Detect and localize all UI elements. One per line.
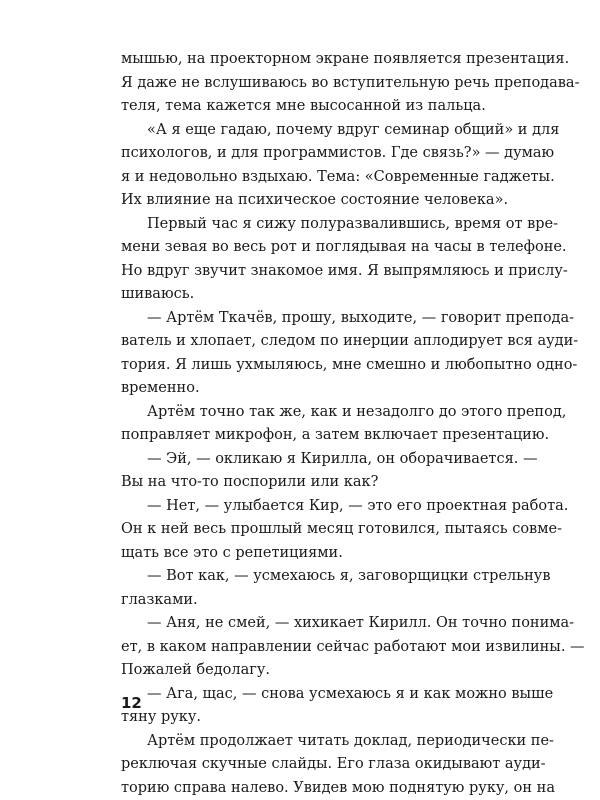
text-line: Артём продолжает читать доклад, периодически пе- bbox=[121, 730, 501, 754]
text-line: реключая скучные слайды. Его глаза окидывают ауди- bbox=[121, 753, 501, 777]
text-line: Их влияние на психическое состояние человека». bbox=[121, 189, 501, 213]
text-line: Он к ней весь прошлый месяц готовился, пытаясь совме- bbox=[121, 518, 501, 542]
text-line: Пожалей бедолагу. bbox=[121, 659, 501, 683]
text-line: мени зевая во весь рот и поглядывая на часы в телефоне. bbox=[121, 236, 501, 260]
text-line: временно. bbox=[121, 377, 501, 401]
text-line: глазками. bbox=[121, 589, 501, 613]
page-number: 12 bbox=[121, 694, 142, 712]
text-line: — Вот как, — усмехаюсь я, заговорщицки стрельнув bbox=[121, 565, 501, 589]
text-line: — Артём Ткачёв, прошу, выходите, — говорит препода- bbox=[121, 307, 501, 331]
text-line: тяну руку. bbox=[121, 706, 501, 730]
text-line: — Аня, не смей, — хихикает Кирилл. Он точно понима- bbox=[121, 612, 501, 636]
text-line: я и недовольно вздыхаю. Тема: «Современные гаджеты. bbox=[121, 166, 501, 190]
text-line: — Эй, — окликаю я Кирилла, он оборачивается. — bbox=[121, 448, 501, 472]
body-text bbox=[121, 48, 501, 800]
text-line: тория. Я лишь ухмыляюсь, мне смешно и любопытно одно- bbox=[121, 354, 501, 378]
text-line: Вы на что-то поспорили или как? bbox=[121, 471, 501, 495]
text-line: ет, в каком направлении сейчас работают мои извилины. — bbox=[121, 636, 501, 660]
text-line: шиваюсь. bbox=[121, 283, 501, 307]
text-line: ватель и хлопает, следом по инерции аплодирует вся ауди- bbox=[121, 330, 501, 354]
text-line: теля, тема кажется мне высосанной из пальца. bbox=[121, 95, 501, 119]
text-line: поправляет микрофон, а затем включает презентацию. bbox=[121, 424, 501, 448]
text-line: Но вдруг звучит знакомое имя. Я выпрямляюсь и прислу- bbox=[121, 260, 501, 284]
text-line: — Ага, щас, — снова усмехаюсь я и как можно выше bbox=[121, 683, 501, 707]
text-line: Артём точно так же, как и незадолго до этого препод, bbox=[121, 401, 501, 425]
text-line: Я даже не вслушиваюсь во вступительную речь преподава- bbox=[121, 72, 501, 96]
text-line: щать все это с репетициями. bbox=[121, 542, 501, 566]
text-line: психологов, и для программистов. Где связь?» — думаю bbox=[121, 142, 501, 166]
text-line: торию справа налево. Увидев мою поднятую руку, он на bbox=[121, 777, 501, 800]
text-line: — Нет, — улыбается Кир, — это его проектная работа. bbox=[121, 495, 501, 519]
text-line: «А я еще гадаю, почему вдруг семинар общий» и для bbox=[121, 119, 501, 143]
text-line: Первый час я сижу полуразвалившись, время от вре- bbox=[121, 213, 501, 237]
text-line: мышью, на проекторном экране появляется презентация. bbox=[121, 48, 501, 72]
